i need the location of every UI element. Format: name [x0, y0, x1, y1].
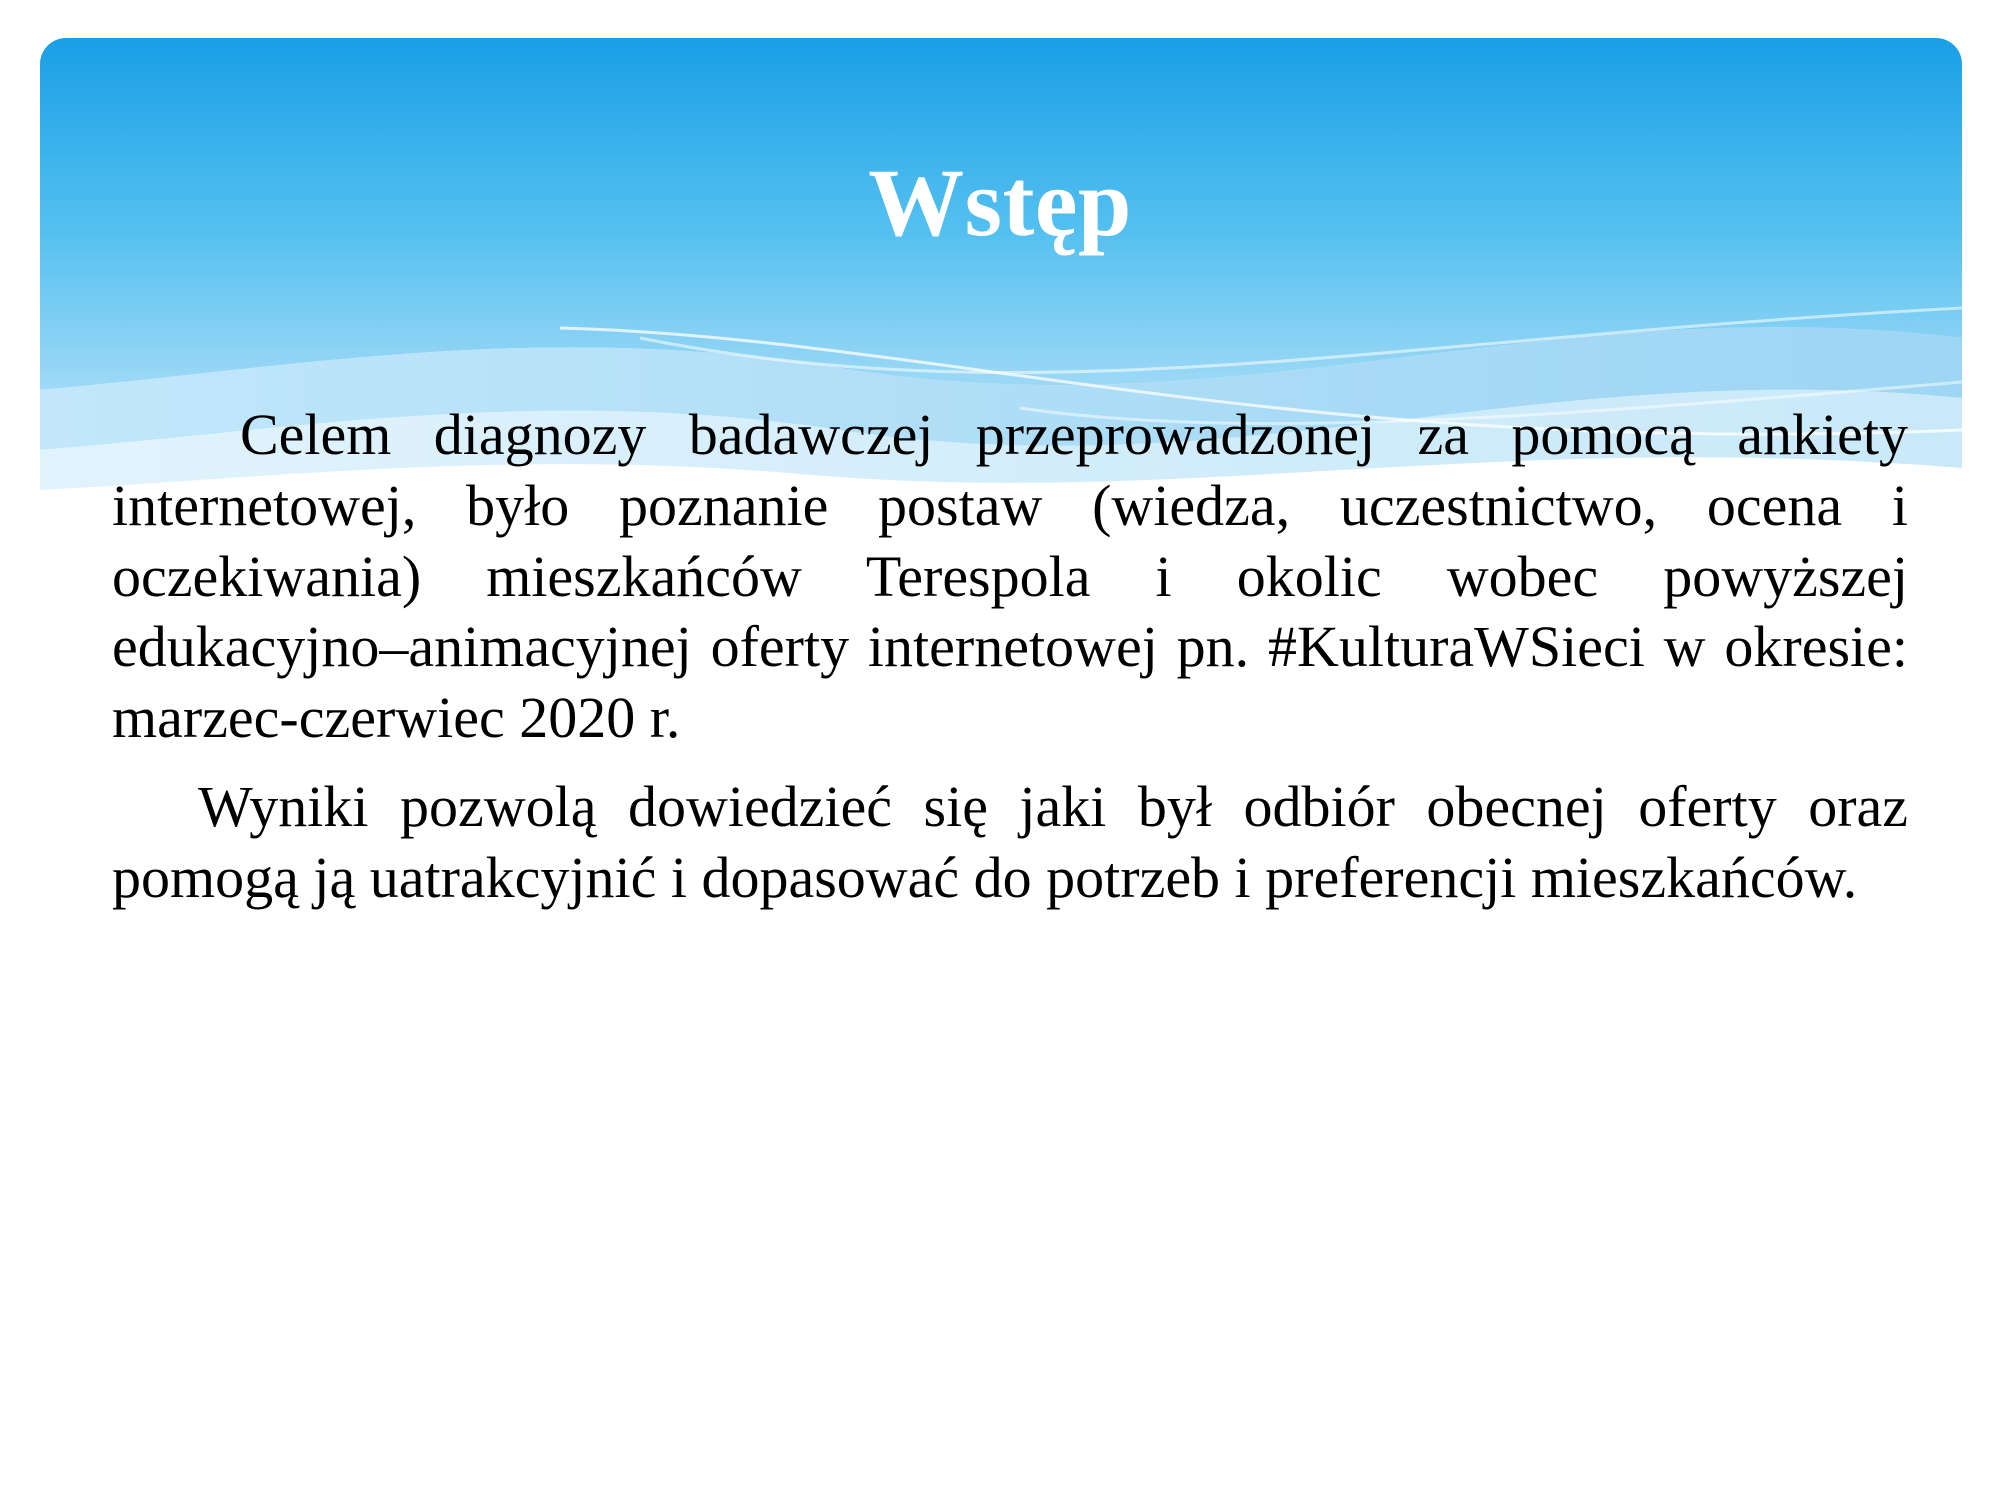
body-paragraph-2: Wyniki pozwolą dowiedzieć się jaki był odbiór obecnej oferty oraz pomogą ją uatrakcyjnić i dopasować do potrzeb i preferencji mieszkańców. — [112, 773, 1908, 910]
body-paragraph-1: Celem diagnozy badawczej przeprowadzonej za pomocą ankiety internetowej, było poznanie postaw (wiedza, uczestnictwo, ocena i oczekiwania) mieszkańców Terespola i okolic wobec powyższej edukacyjno–animacyjnej oferty internetowej pn. #KulturaWSieci w okresie: marzec-czerwiec 2020 r. — [112, 402, 1908, 750]
page-title: Wstęp — [868, 149, 1132, 256]
slide-body — [112, 400, 1908, 913]
